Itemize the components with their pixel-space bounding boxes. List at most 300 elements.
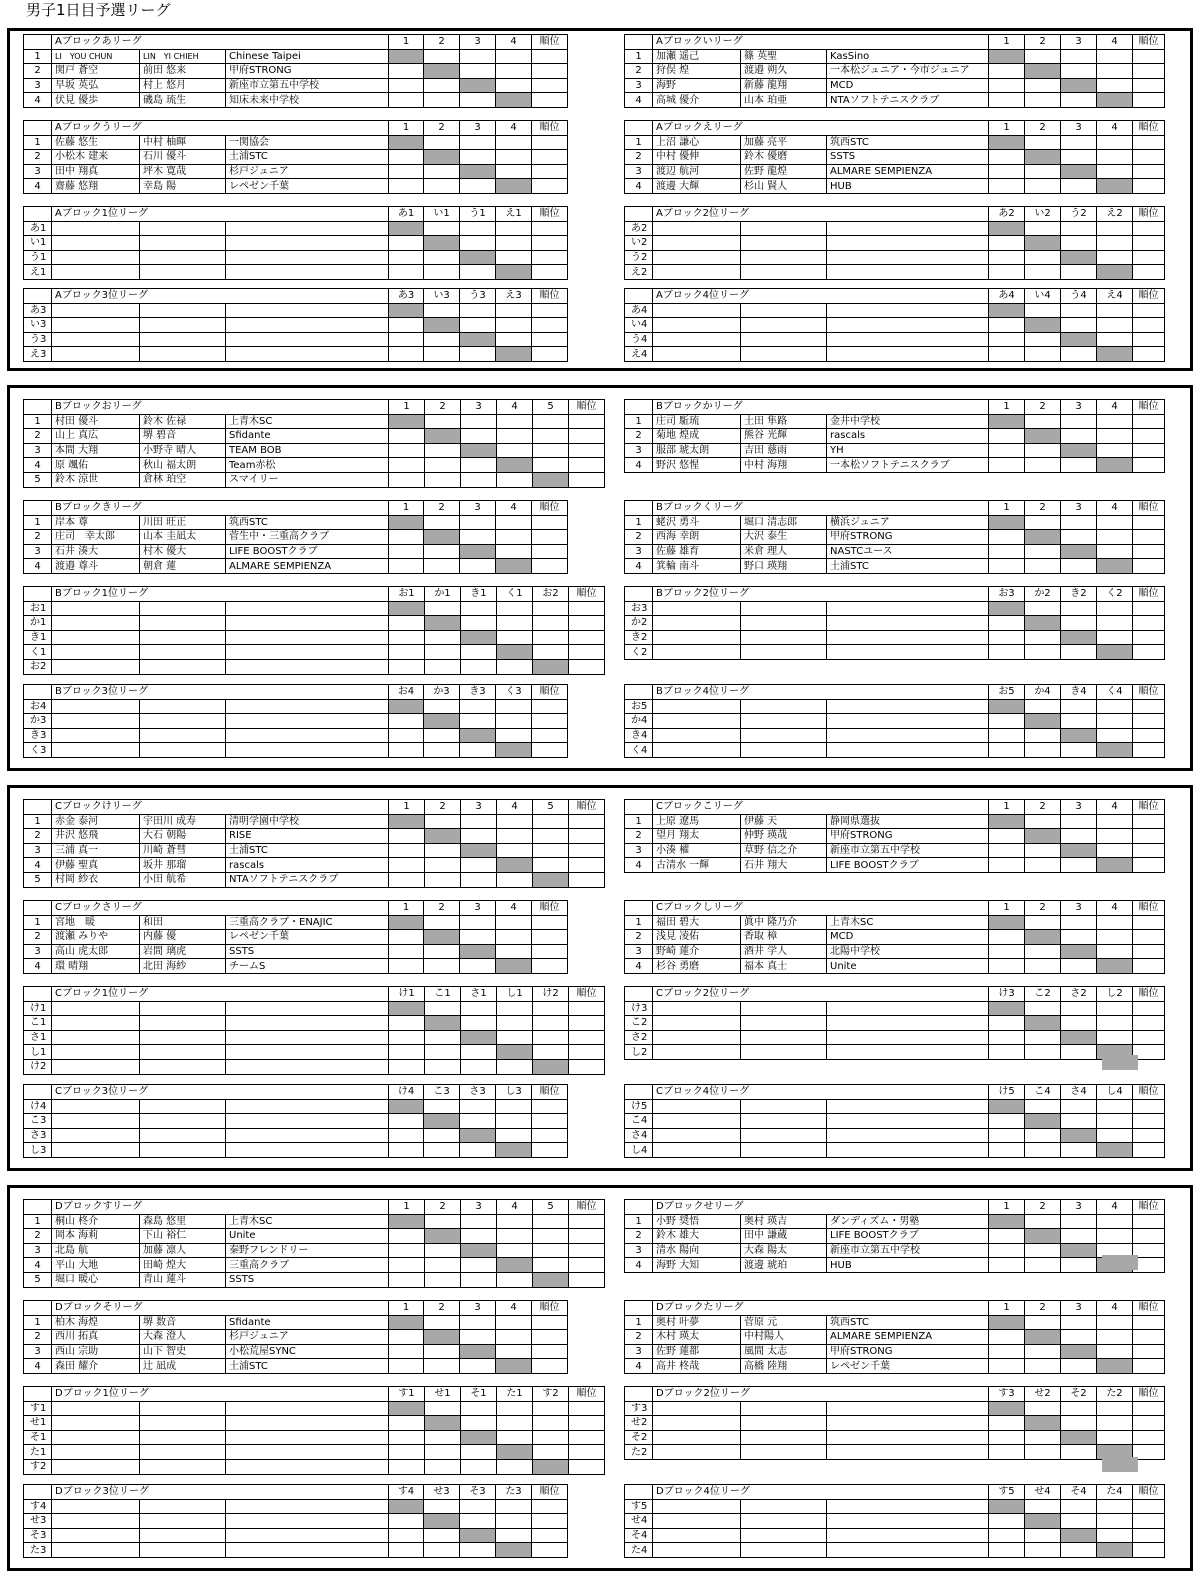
result-cell: [989, 78, 1025, 93]
league-header-cell: か3: [424, 685, 460, 700]
result-cell: [1025, 303, 1061, 318]
result-cell: [424, 49, 460, 64]
rank-cell: [569, 1030, 605, 1045]
result-cell: [533, 1045, 569, 1060]
result-cell: [389, 1059, 425, 1074]
result-cell: [1097, 443, 1133, 458]
table-row: [24, 1430, 605, 1445]
result-cell: [1061, 265, 1097, 280]
result-cell: [389, 443, 425, 458]
row-label: 2: [625, 930, 653, 945]
player-name: [52, 1030, 140, 1045]
result-cell: [460, 303, 496, 318]
result-cell: [460, 1528, 496, 1543]
rank-cell: [532, 959, 568, 974]
team-name: [226, 659, 389, 674]
team-name: SSTS: [226, 944, 389, 959]
league-title: Aブロック3位リーグ: [52, 289, 389, 304]
team-name: ALMARE SEMPIENZA: [827, 164, 989, 179]
result-cell: [1025, 1401, 1061, 1416]
row-label: け4: [24, 1099, 52, 1114]
league-header-cell: す3: [989, 1387, 1025, 1402]
table-row: [24, 829, 605, 844]
league-header-cell: 順位: [1133, 1200, 1165, 1215]
team-name: [226, 318, 389, 333]
league-title: Dブロック3位リーグ: [52, 1485, 389, 1500]
rank-cell: [532, 318, 568, 333]
player-name: [653, 332, 741, 347]
result-cell: [1097, 1030, 1133, 1045]
result-cell: [1025, 728, 1061, 743]
player-name: [52, 303, 140, 318]
result-cell: [424, 1143, 460, 1158]
result-cell: [1061, 743, 1097, 758]
table-row: [24, 1258, 605, 1273]
row-label: 4: [24, 959, 52, 974]
result-cell: [461, 630, 497, 645]
rank-cell: [532, 1330, 568, 1345]
result-cell: [1061, 347, 1097, 362]
result-cell: [460, 1114, 496, 1129]
player-name: 木村 瑛太: [653, 1330, 741, 1345]
row-label: え1: [24, 265, 52, 280]
result-cell: [1097, 559, 1133, 574]
team-name: スマイリー: [226, 472, 389, 487]
result-cell: [496, 530, 532, 545]
team-name: [226, 728, 389, 743]
table-row: [625, 1416, 1165, 1431]
table-row: [625, 930, 1165, 945]
league-header-cell: 順位: [532, 207, 568, 222]
player-name: [741, 1401, 827, 1416]
result-cell: [496, 743, 532, 758]
result-cell: [989, 1045, 1025, 1060]
team-name: [827, 303, 989, 318]
player-name: 酒井 学人: [741, 944, 827, 959]
team-name: MCD: [827, 930, 989, 945]
rank-cell: [532, 150, 568, 165]
result-cell: [461, 1272, 497, 1287]
result-cell: [460, 544, 496, 559]
result-cell: [1097, 829, 1133, 844]
result-cell: [1097, 1214, 1133, 1229]
player-name: [52, 1528, 140, 1543]
player-name: [140, 1059, 226, 1074]
result-cell: [1061, 1344, 1097, 1359]
team-name: [827, 1401, 989, 1416]
league-header-cell: 1: [389, 400, 425, 415]
league-header-cell: 2: [425, 800, 461, 815]
result-cell: [1025, 1258, 1061, 1273]
rank-cell: [1133, 1430, 1165, 1445]
result-cell: [1097, 959, 1133, 974]
result-cell: [425, 1016, 461, 1031]
player-name: [653, 1128, 741, 1143]
player-name: 辻 凪成: [140, 1359, 226, 1374]
player-name: 田中 翔真: [52, 164, 140, 179]
rank-cell: [532, 915, 568, 930]
player-name: [52, 221, 140, 236]
league-header-cell: 順位: [569, 587, 605, 602]
result-cell: [424, 179, 460, 194]
result-cell: [1097, 93, 1133, 108]
team-name: LIFE BOOSTクラブ: [827, 858, 989, 873]
result-cell: [389, 659, 425, 674]
table-row: [625, 1128, 1165, 1143]
result-cell: [1061, 1315, 1097, 1330]
result-cell: [496, 930, 532, 945]
result-cell: [389, 1099, 424, 1114]
league-header-cell: せ4: [1025, 1485, 1061, 1500]
rank-cell: [1133, 1416, 1165, 1431]
result-cell: [1061, 64, 1097, 79]
row-label: そ1: [24, 1430, 52, 1445]
row-label: け1: [24, 1001, 52, 1016]
result-cell: [1061, 179, 1097, 194]
result-cell: [989, 1243, 1025, 1258]
rank-cell: [1133, 858, 1165, 873]
table-row: [625, 1359, 1165, 1374]
league-header-cell: 順位: [532, 1485, 568, 1500]
player-name: 赤金 泰河: [52, 814, 140, 829]
player-name: 山下 智史: [140, 1344, 226, 1359]
result-cell: [460, 743, 496, 758]
row-label: さ4: [625, 1128, 653, 1143]
player-name: [52, 1459, 140, 1474]
result-cell: [1097, 1016, 1133, 1031]
result-cell: [425, 1416, 461, 1431]
rank-cell: [532, 1099, 568, 1114]
result-cell: [461, 1045, 497, 1060]
league-table: [23, 799, 605, 888]
league-header-cell: 3: [460, 35, 496, 50]
league-header-cell: 2: [1025, 901, 1061, 916]
table-row: [24, 1543, 568, 1558]
row-label: 2: [625, 429, 653, 444]
league-table: [23, 399, 605, 488]
rank-cell: [532, 303, 568, 318]
player-name: [653, 616, 741, 631]
team-name: [827, 1528, 989, 1543]
row-label: 2: [625, 150, 653, 165]
table-row: [24, 332, 568, 347]
result-cell: [389, 616, 425, 631]
player-name: 篠 英聖: [741, 49, 827, 64]
result-cell: [424, 699, 460, 714]
team-name: [827, 1114, 989, 1129]
result-cell: [424, 318, 460, 333]
league-header-cell: 3: [460, 501, 496, 516]
result-cell: [460, 728, 496, 743]
team-name: [827, 1430, 989, 1445]
result-cell: [1061, 150, 1097, 165]
table-row: [24, 1016, 605, 1031]
result-cell: [424, 250, 460, 265]
rank-cell: [1133, 221, 1165, 236]
rank-cell: [569, 1416, 605, 1431]
row-label: 3: [24, 443, 52, 458]
league-title: Aブロック1位リーグ: [52, 207, 389, 222]
result-cell: [989, 1344, 1025, 1359]
row-label: 5: [24, 472, 52, 487]
result-cell: [1061, 1258, 1097, 1273]
table-row: [24, 164, 568, 179]
row-label: 5: [24, 1272, 52, 1287]
result-cell: [989, 959, 1025, 974]
result-cell: [989, 728, 1025, 743]
team-name: [226, 1045, 389, 1060]
player-name: [52, 616, 140, 631]
player-name: [140, 1543, 226, 1558]
result-cell: [989, 601, 1025, 616]
row-label: 1: [625, 1315, 653, 1330]
result-cell: [989, 429, 1025, 444]
result-cell: [389, 1243, 425, 1258]
league-header-cell: す2: [533, 1387, 569, 1402]
result-cell: [1025, 93, 1061, 108]
result-cell: [989, 250, 1025, 265]
result-cell: [1097, 944, 1133, 959]
player-name: [140, 318, 226, 333]
league-header-cell: 3: [460, 1301, 496, 1316]
league-header-cell: え3: [496, 289, 532, 304]
player-name: 鈴木 佐禄: [140, 414, 226, 429]
league-title: Aブロック4位リーグ: [653, 289, 989, 304]
player-name: [653, 728, 741, 743]
league-header-cell: こ2: [1025, 987, 1061, 1002]
team-name: MCD: [827, 78, 989, 93]
result-cell: [1025, 1128, 1061, 1143]
rank-cell: [569, 429, 605, 444]
row-label: た1: [24, 1445, 52, 1460]
player-name: 岩間 璃虎: [140, 944, 226, 959]
rank-cell: [569, 645, 605, 660]
rank-cell: [569, 601, 605, 616]
player-name: 菅原 元: [741, 1315, 827, 1330]
result-cell: [989, 699, 1025, 714]
result-cell: [460, 714, 496, 729]
row-label: え3: [24, 347, 52, 362]
result-cell: [496, 347, 532, 362]
league-header-cell: 順位: [1133, 800, 1165, 815]
player-name: 岡本 海莉: [52, 1229, 140, 1244]
table-row: [625, 1330, 1165, 1345]
table-row: [24, 872, 605, 887]
row-label: 1: [625, 515, 653, 530]
result-cell: [461, 1401, 497, 1416]
result-cell: [389, 1330, 424, 1345]
league-header-cell: そ3: [460, 1485, 496, 1500]
result-cell: [424, 332, 460, 347]
rank-cell: [569, 414, 605, 429]
table-row: [24, 630, 605, 645]
result-cell: [989, 164, 1025, 179]
row-label: 3: [625, 843, 653, 858]
table-row: [24, 544, 568, 559]
rank-cell: [569, 443, 605, 458]
result-cell: [1061, 915, 1097, 930]
table-row: [625, 699, 1165, 714]
result-cell: [1097, 915, 1133, 930]
rank-cell: [569, 814, 605, 829]
result-cell: [1025, 236, 1061, 251]
result-cell: [989, 1330, 1025, 1345]
player-name: [52, 332, 140, 347]
row-label: え4: [625, 347, 653, 362]
result-cell: [425, 616, 461, 631]
result-cell: [1025, 1499, 1061, 1514]
player-name: 村岡 紗衣: [52, 872, 140, 887]
row-label: こ3: [24, 1114, 52, 1129]
table-row: [625, 135, 1165, 150]
result-cell: [424, 1359, 460, 1374]
result-cell: [389, 1514, 424, 1529]
result-cell: [1061, 699, 1097, 714]
result-cell: [1025, 1344, 1061, 1359]
player-name: 加藤 亮平: [741, 135, 827, 150]
league-header-cell: 3: [1061, 400, 1097, 415]
player-name: [52, 347, 140, 362]
result-cell: [497, 872, 533, 887]
result-cell: [989, 814, 1025, 829]
result-cell: [389, 1359, 424, 1374]
result-cell: [424, 1330, 460, 1345]
rank-cell: [569, 829, 605, 844]
result-cell: [389, 1401, 425, 1416]
team-name: 上青木SC: [226, 1214, 389, 1229]
rank-cell: [1133, 458, 1165, 473]
result-cell: [424, 515, 460, 530]
league-header-cell: 順位: [532, 685, 568, 700]
player-name: [52, 1059, 140, 1074]
result-cell: [389, 1229, 425, 1244]
result-cell: [1097, 1499, 1133, 1514]
team-name: ALMARE SEMPIENZA: [226, 559, 389, 574]
league-header-cell: 3: [1061, 800, 1097, 815]
result-cell: [1097, 1430, 1133, 1445]
league-header-cell: 3: [1061, 501, 1097, 516]
result-cell: [1102, 1255, 1138, 1270]
player-name: 石井 湊大: [52, 544, 140, 559]
player-name: 佐野 蓮都: [653, 1344, 741, 1359]
result-cell: [389, 1459, 425, 1474]
rank-cell: [1133, 944, 1165, 959]
team-name: [226, 699, 389, 714]
league-table: [23, 120, 568, 194]
player-name: [741, 616, 827, 631]
league-header-cell: 順位: [1133, 587, 1165, 602]
player-name: 望月 翔太: [653, 829, 741, 844]
team-name: [827, 1543, 989, 1558]
player-name: [741, 265, 827, 280]
player-name: 村田 優斗: [52, 414, 140, 429]
row-label: 2: [24, 150, 52, 165]
player-name: 内藤 優: [140, 930, 226, 945]
result-cell: [460, 93, 496, 108]
team-name: 静岡県選抜: [827, 814, 989, 829]
result-cell: [425, 601, 461, 616]
result-cell: [389, 64, 424, 79]
result-cell: [989, 829, 1025, 844]
result-cell: [389, 743, 424, 758]
result-cell: [989, 930, 1025, 945]
table-row: [24, 1229, 605, 1244]
row-label: う2: [625, 250, 653, 265]
player-name: [653, 743, 741, 758]
result-cell: [425, 472, 461, 487]
table-row: [625, 236, 1165, 251]
result-cell: [461, 829, 497, 844]
result-cell: [1025, 699, 1061, 714]
result-cell: [389, 49, 424, 64]
team-name: [827, 347, 989, 362]
result-cell: [1097, 1143, 1133, 1158]
league-header-cell: 2: [424, 501, 460, 516]
result-cell: [1097, 1229, 1133, 1244]
league-header-cell: し1: [497, 987, 533, 1002]
row-label: 4: [24, 458, 52, 473]
result-cell: [1025, 559, 1061, 574]
league-header-cell: 順位: [1133, 35, 1165, 50]
row-label: 2: [24, 530, 52, 545]
league-header-cell: 順位: [569, 987, 605, 1002]
result-cell: [1061, 515, 1097, 530]
result-cell: [1097, 318, 1133, 333]
result-cell: [496, 1359, 532, 1374]
result-cell: [1061, 429, 1097, 444]
player-name: [653, 1514, 741, 1529]
result-cell: [389, 414, 425, 429]
league-header-cell: 順位: [532, 501, 568, 516]
result-cell: [989, 843, 1025, 858]
league-header-cell: こ1: [425, 987, 461, 1002]
league-header-cell: 2: [1025, 35, 1061, 50]
rank-cell: [569, 1401, 605, 1416]
row-label: 1: [24, 515, 52, 530]
league-title: Cブロックけリーグ: [52, 800, 389, 815]
row-label: き4: [625, 728, 653, 743]
team-name: [226, 332, 389, 347]
table-row: [24, 930, 568, 945]
result-cell: [389, 858, 425, 873]
league-header-cell: 3: [1061, 35, 1097, 50]
result-cell: [1025, 944, 1061, 959]
league-header-cell: 1: [389, 1200, 425, 1215]
result-cell: [1025, 1430, 1061, 1445]
player-name: [140, 265, 226, 280]
league-header-cell: し4: [1097, 1085, 1133, 1100]
league-table: [624, 1084, 1165, 1158]
league-header-cell: 1: [989, 1301, 1025, 1316]
result-cell: [461, 1459, 497, 1474]
result-cell: [496, 318, 532, 333]
team-name: Unite: [827, 959, 989, 974]
result-cell: [461, 458, 497, 473]
row-label: 1: [24, 814, 52, 829]
player-name: [741, 1045, 827, 1060]
player-name: [140, 616, 226, 631]
player-name: [52, 1114, 140, 1129]
player-name: 鈴木 優磨: [741, 150, 827, 165]
table-row: [24, 743, 568, 758]
league-title: Cブロックこリーグ: [653, 800, 989, 815]
table-row: [625, 150, 1165, 165]
player-name: [741, 250, 827, 265]
rank-cell: [1133, 1229, 1165, 1244]
rank-cell: [1133, 728, 1165, 743]
result-cell: [533, 1430, 569, 1445]
player-name: 庄司 幸太郎: [52, 530, 140, 545]
